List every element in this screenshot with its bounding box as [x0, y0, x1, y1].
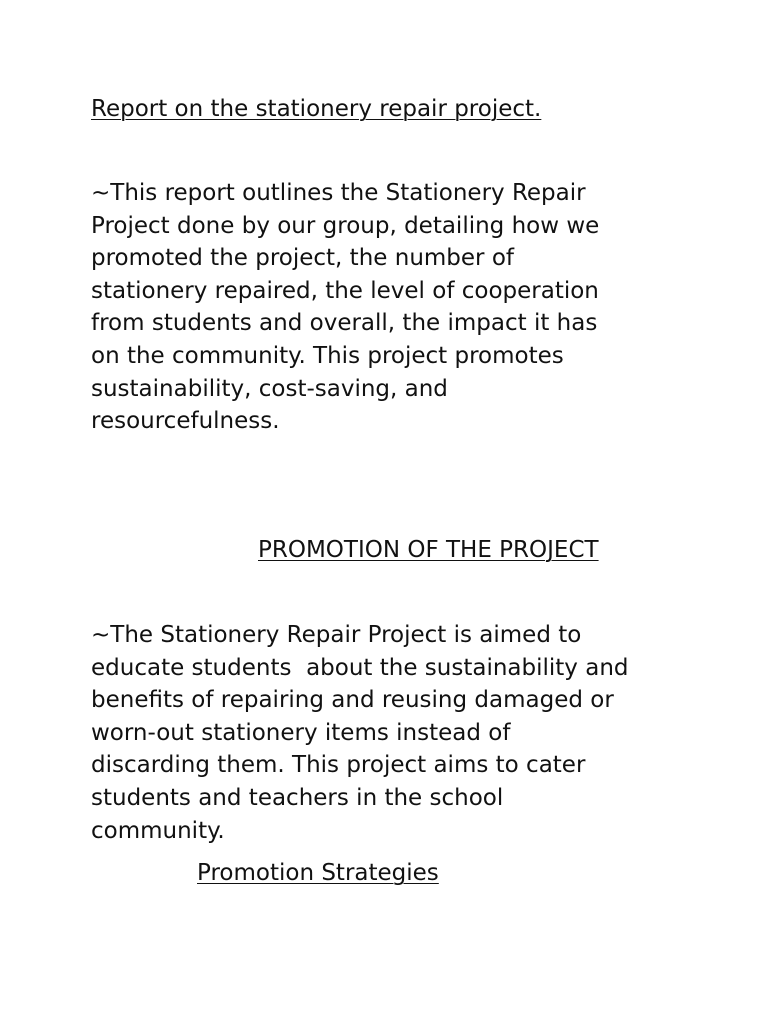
intro-line: on the community. This project promotes: [91, 342, 564, 369]
section-line: ~The Stationery Repair Project is aimed to: [91, 622, 582, 648]
section-heading: PROMOTION OF THE PROJECT: [258, 537, 599, 563]
section-line: community.: [91, 817, 225, 844]
intro-line: from students and overall, the impact it has: [91, 310, 598, 337]
subheading-promotion-strategies: Promotion Strategies: [197, 860, 439, 886]
report-title: Report on the stationery repair project.: [91, 96, 542, 122]
intro-line: ~This report outlines the Stationery Repair: [91, 180, 586, 206]
intro-line: resourcefulness.: [91, 408, 280, 435]
section-line: benefits of repairing and reusing damaged or: [91, 687, 614, 714]
intro-line: Project done by our group, detailing how we: [91, 212, 600, 239]
section-line: worn-out stationery items instead of: [91, 719, 511, 746]
intro-line: stationery repaired, the level of cooperation: [91, 277, 599, 304]
intro-line: sustainability, cost-saving, and: [91, 375, 448, 402]
section-line: discarding them. This project aims to cater: [91, 752, 586, 779]
section-line: educate students about the sustainability and: [91, 654, 629, 681]
section-paragraph: [91, 619, 731, 847]
section-line: students and teachers in the school: [91, 784, 504, 811]
intro-paragraph: [91, 177, 731, 438]
intro-line: promoted the project, the number of: [91, 245, 514, 272]
